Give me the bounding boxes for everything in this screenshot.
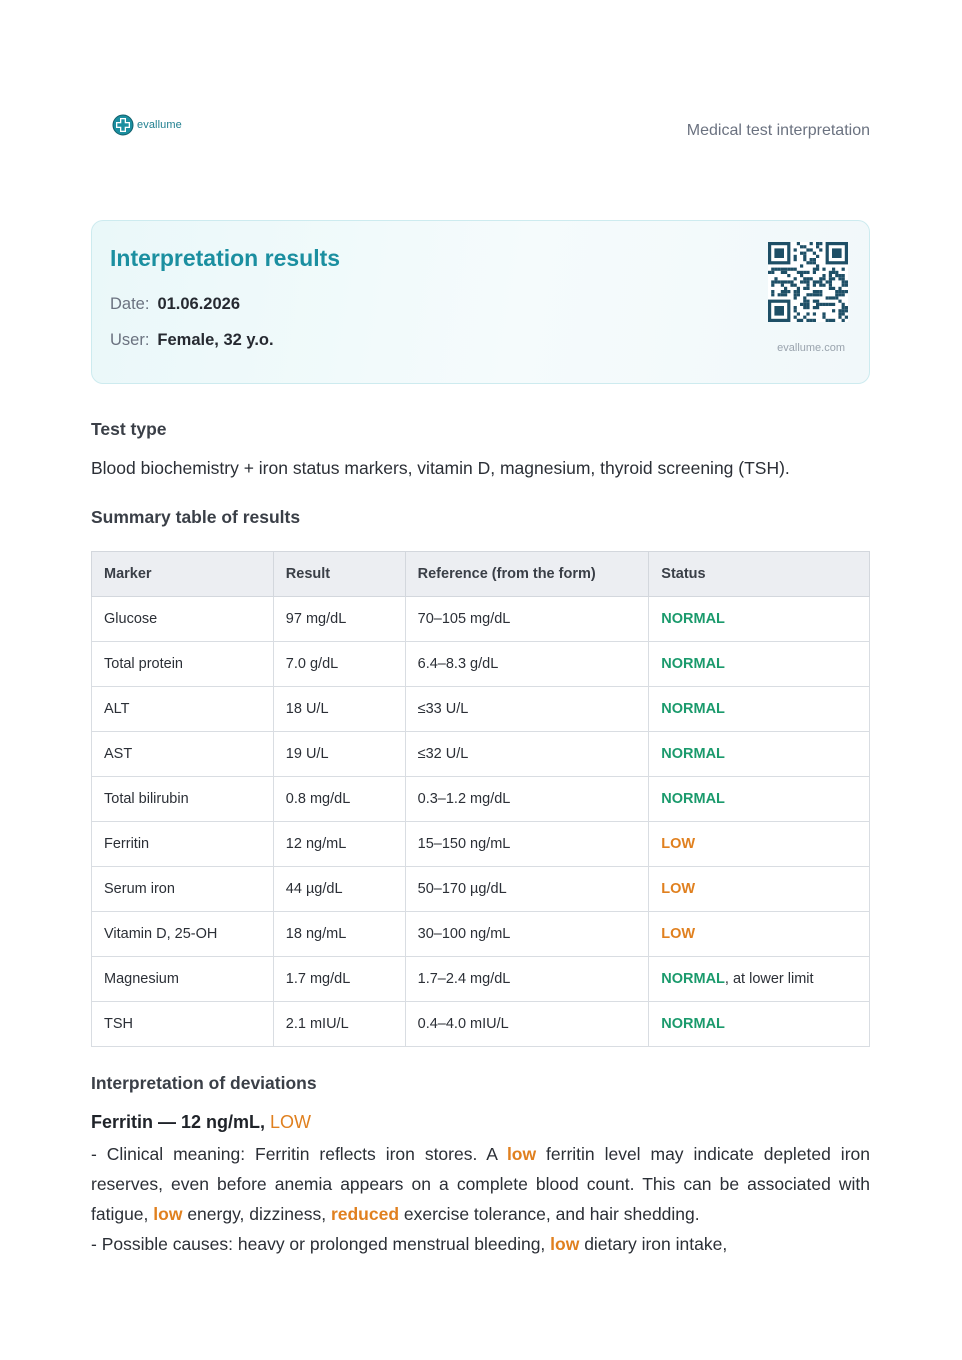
cell-reference: 1.7–2.4 mg/dL — [405, 957, 649, 1002]
ferritin-title — [91, 1112, 311, 1133]
highlight-low: low — [550, 1234, 580, 1254]
cell-result: 7.0 g/dL — [273, 642, 405, 687]
user-value: Female, 32 y.o. — [157, 331, 274, 349]
date-label: Date: — [110, 295, 150, 313]
column-header: Reference (from the form) — [405, 552, 649, 597]
cell-reference: 0.3–1.2 mg/dL — [405, 777, 649, 822]
qr-code-icon[interactable] — [768, 242, 848, 322]
status-badge: LOW — [661, 836, 696, 852]
cell-reference: 6.4–8.3 g/dL — [405, 642, 649, 687]
cell-marker: ALT — [92, 687, 274, 732]
text-segment: - Possible causes: heavy or prolonged menstrual bleeding, — [91, 1234, 551, 1254]
status-note: , at lower limit — [724, 971, 814, 987]
cell-marker: Total protein — [92, 642, 274, 687]
deviations-heading: Interpretation of deviations — [91, 1073, 317, 1093]
card-title: Interpretation results — [110, 245, 341, 271]
table-row — [92, 867, 870, 912]
table-row — [92, 912, 870, 957]
table-row — [92, 642, 870, 687]
highlight-low: low — [506, 1144, 537, 1164]
possible-causes-paragraph — [91, 1229, 870, 1259]
user-label: User: — [110, 331, 150, 349]
column-header: Status — [649, 552, 870, 597]
cell-result: 12 ng/mL — [273, 822, 405, 867]
status-badge: NORMAL — [661, 1016, 725, 1032]
date-value: 01.06.2026 — [157, 295, 241, 313]
table-row — [92, 687, 870, 732]
status-badge: NORMAL — [661, 746, 725, 762]
column-header: Result — [273, 552, 405, 597]
highlight-low: low — [153, 1204, 183, 1224]
cell-marker: Magnesium — [92, 957, 274, 1002]
cell-reference: 50–170 µg/dL — [405, 867, 649, 912]
ferritin-title-status: LOW — [270, 1112, 312, 1132]
summary-heading: Summary table of results — [91, 507, 301, 527]
test-type-text: Blood biochemistry + iron status markers, vitamin D, magnesium, thyroid screening (TSH). — [91, 458, 790, 478]
text-segment: ferritin level may indicate depleted iron reserves, even before anemia appears on a complete blood count. This can be associated with fatigue, — [91, 1144, 870, 1224]
table-row — [92, 597, 870, 642]
cell-reference: ≤32 U/L — [405, 732, 649, 777]
cross-plus-icon — [112, 114, 134, 136]
cell-marker: Glucose — [92, 597, 274, 642]
cell-result: 2.1 mIU/L — [273, 1002, 405, 1047]
test-type-heading: Test type — [91, 419, 167, 439]
text-segment: - Clinical meaning: Ferritin reflects iron stores. A — [91, 1144, 507, 1164]
cell-reference: 30–100 ng/mL — [405, 912, 649, 957]
cell-status — [649, 822, 870, 867]
status-badge: NORMAL — [661, 656, 725, 672]
table-row — [92, 957, 870, 1002]
cell-reference: 0.4–4.0 mIU/L — [405, 1002, 649, 1047]
column-header: Marker — [92, 552, 274, 597]
text-segment: dietary iron intake, — [579, 1234, 728, 1254]
deviation-body — [91, 1139, 870, 1259]
cell-marker: Ferritin — [92, 822, 274, 867]
cell-reference: 70–105 mg/dL — [405, 597, 649, 642]
date-row — [110, 295, 240, 314]
status-badge: LOW — [661, 881, 696, 897]
cell-marker: TSH — [92, 1002, 274, 1047]
status-badge: NORMAL — [661, 701, 725, 717]
cell-result: 18 ng/mL — [273, 912, 405, 957]
table-row — [92, 777, 870, 822]
cell-result: 44 µg/dL — [273, 867, 405, 912]
table-row — [92, 1002, 870, 1047]
cell-marker: AST — [92, 732, 274, 777]
cell-result: 19 U/L — [273, 732, 405, 777]
status-badge: NORMAL — [661, 971, 725, 987]
cell-reference: ≤33 U/L — [405, 687, 649, 732]
brand-name: evallume — [137, 119, 182, 131]
cell-status — [649, 597, 870, 642]
cell-reference: 15–150 ng/mL — [405, 822, 649, 867]
text-segment: energy, dizziness, — [182, 1204, 331, 1224]
cell-result: 18 U/L — [273, 687, 405, 732]
user-row — [110, 331, 274, 350]
cell-status — [649, 867, 870, 912]
cell-result: 1.7 mg/dL — [273, 957, 405, 1002]
status-badge: NORMAL — [661, 611, 725, 627]
cell-status — [649, 957, 870, 1002]
table-row — [92, 822, 870, 867]
cell-result: 0.8 mg/dL — [273, 777, 405, 822]
cell-status — [649, 1002, 870, 1047]
status-badge: LOW — [661, 926, 696, 942]
document-subtitle: Medical test interpretation — [686, 122, 870, 139]
cell-marker: Vitamin D, 25-OH — [92, 912, 274, 957]
status-badge: NORMAL — [661, 791, 725, 807]
cell-marker: Serum iron — [92, 867, 274, 912]
cell-status — [649, 687, 870, 732]
brand-logo — [112, 114, 182, 136]
cell-marker: Total bilirubin — [92, 777, 274, 822]
results-table — [91, 551, 870, 1047]
qr-url[interactable]: evallume.com — [777, 342, 845, 354]
table-row — [92, 732, 870, 777]
cell-status — [649, 732, 870, 777]
cell-status — [649, 642, 870, 687]
cell-result: 97 mg/dL — [273, 597, 405, 642]
ferritin-title-main: Ferritin — 12 ng/mL, — [91, 1112, 271, 1132]
clinical-meaning-paragraph — [91, 1139, 870, 1229]
text-segment: exercise tolerance, and hair shedding. — [399, 1204, 700, 1224]
table-header-row — [92, 552, 870, 597]
cell-status — [649, 777, 870, 822]
highlight-reduced: reduced — [330, 1204, 400, 1224]
results-card — [91, 220, 870, 384]
cell-status — [649, 912, 870, 957]
